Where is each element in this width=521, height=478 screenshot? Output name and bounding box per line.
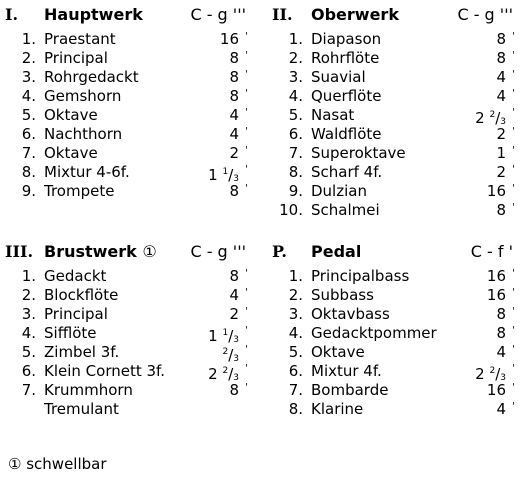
footage-whole: 8 xyxy=(229,267,239,285)
stop-row xyxy=(267,163,517,182)
foot-mark: ' xyxy=(245,107,248,118)
foot-mark: ' xyxy=(512,69,515,80)
stop-row xyxy=(267,182,517,201)
stop-list xyxy=(267,30,517,220)
stop-row xyxy=(0,286,250,305)
footnote-mark: ① xyxy=(142,242,157,261)
footage-whole: 4 xyxy=(496,68,506,86)
stop-name: Superoktave xyxy=(311,144,406,162)
stop-name: Praestant xyxy=(44,30,116,48)
fraction-numerator: 1 xyxy=(222,328,229,338)
fraction-numerator: 1 xyxy=(222,167,229,177)
stop-number: 9. xyxy=(288,182,303,200)
division-name-text: Oberwerk xyxy=(311,5,399,24)
footage-whole: 8 xyxy=(496,201,506,219)
stop-name: Waldflöte xyxy=(311,125,382,143)
stop-footage: 1 $^1$/3 xyxy=(208,327,239,345)
foot-mark: ' xyxy=(512,88,515,99)
footage-whole: 16 xyxy=(486,182,506,200)
division-name-text: Hauptwerk xyxy=(44,5,143,24)
stop-footage xyxy=(496,68,506,87)
foot-mark: ' xyxy=(512,382,515,393)
stop-footage xyxy=(496,49,506,68)
foot-mark: ' xyxy=(245,126,248,137)
footage-whole: 4 xyxy=(496,400,506,418)
division-header xyxy=(267,241,517,263)
footage-whole: 8 xyxy=(229,49,239,67)
stop-footage xyxy=(229,305,239,324)
fraction-numerator: 2 xyxy=(222,347,229,357)
stop-name: Nasat xyxy=(311,106,355,124)
stop-row xyxy=(0,324,250,343)
division-range: C - g ''' xyxy=(190,5,246,24)
fraction-denominator: 3 xyxy=(500,117,506,127)
stop-row xyxy=(0,400,250,419)
footage-whole: 2 xyxy=(208,365,218,383)
stop-name: Oktave xyxy=(311,343,365,361)
stop-footage xyxy=(487,286,506,305)
stop-footage xyxy=(496,87,506,106)
stop-row xyxy=(267,343,517,362)
footage-whole: 4 xyxy=(496,343,506,361)
division-header xyxy=(267,4,517,26)
stop-footage xyxy=(229,182,239,201)
foot-mark: ' xyxy=(512,306,515,317)
footage-whole: 1 xyxy=(208,327,218,345)
stop-row xyxy=(0,163,250,182)
stop-footage: 1 $^1$/3 xyxy=(208,166,239,184)
footnote xyxy=(8,455,107,474)
foot-mark: ' xyxy=(512,107,515,118)
stop-name: Diapason xyxy=(311,30,382,48)
foot-mark: ' xyxy=(245,183,248,194)
stop-number: 1. xyxy=(288,30,303,48)
stop-footage xyxy=(496,201,506,220)
stop-number: 10. xyxy=(279,201,303,219)
stop-list xyxy=(0,267,250,419)
stop-row xyxy=(0,182,250,201)
stop-number: 3. xyxy=(21,68,36,86)
stop-footage xyxy=(487,381,506,400)
division-name-text: Brustwerk xyxy=(44,242,137,261)
foot-mark: ' xyxy=(245,145,248,156)
stop-name: Tremulant xyxy=(44,400,119,418)
division-range: C - g ''' xyxy=(457,5,513,24)
stop-row xyxy=(0,362,250,381)
footage-whole: 4 xyxy=(229,125,239,143)
foot-mark: ' xyxy=(245,268,248,279)
fraction-denominator: 3 xyxy=(233,174,239,184)
division-numeral: III. xyxy=(5,242,34,261)
stop-row xyxy=(267,400,517,419)
stop-footage xyxy=(229,125,239,144)
stop-footage xyxy=(229,144,239,163)
division-header xyxy=(0,241,250,263)
stop-footage xyxy=(496,163,506,182)
stop-name: Blockflöte xyxy=(44,286,119,304)
division-hauptwerk xyxy=(0,4,250,201)
footage-whole: 2 xyxy=(496,163,506,181)
division-range: C - f ' xyxy=(470,242,513,261)
footage-whole: 8 xyxy=(496,324,506,342)
stop-footage: 2 $^2$/3 xyxy=(208,365,239,383)
footnote-mark: ① xyxy=(8,455,22,473)
stop-row xyxy=(0,68,250,87)
footage-whole: 4 xyxy=(496,87,506,105)
stop-row xyxy=(267,381,517,400)
fraction-numerator: 2 xyxy=(489,366,496,376)
foot-mark: ' xyxy=(512,344,515,355)
division-pedal xyxy=(267,241,517,419)
stop-name: Dulzian xyxy=(311,182,367,200)
stop-footage xyxy=(229,381,239,400)
division-numeral: II. xyxy=(272,5,293,24)
stop-name: Rohrflöte xyxy=(311,49,380,67)
stop-number: 5. xyxy=(288,343,303,361)
stop-number: 7. xyxy=(21,381,36,399)
stop-row xyxy=(267,286,517,305)
stop-row xyxy=(0,87,250,106)
footage-whole: 16 xyxy=(486,286,506,304)
footage-whole: 4 xyxy=(229,106,239,124)
footage-whole: 4 xyxy=(229,286,239,304)
footage-whole: 2 xyxy=(496,125,506,143)
stop-footage xyxy=(496,324,506,343)
division-range: C - g ''' xyxy=(190,242,246,261)
stop-footage xyxy=(229,49,239,68)
foot-mark: ' xyxy=(245,363,248,374)
stop-name: Trompete xyxy=(44,182,115,200)
stop-number: 9. xyxy=(21,182,36,200)
footage-whole: 8 xyxy=(229,182,239,200)
foot-mark: ' xyxy=(245,306,248,317)
stop-row xyxy=(267,30,517,49)
foot-mark: ' xyxy=(512,363,515,374)
foot-mark: ' xyxy=(245,50,248,61)
footage-whole: 2 xyxy=(229,305,239,323)
stop-row xyxy=(0,30,250,49)
division-numeral: P. xyxy=(272,242,287,261)
stop-name: Gemshorn xyxy=(44,87,122,105)
footage-whole: 2 xyxy=(475,109,485,127)
division-name xyxy=(44,4,143,26)
division-brustwerk xyxy=(0,241,250,419)
stop-footage xyxy=(229,68,239,87)
footage-whole: 2 xyxy=(475,365,485,383)
foot-mark: ' xyxy=(512,126,515,137)
stop-row xyxy=(0,381,250,400)
stop-footage xyxy=(496,305,506,324)
foot-mark: ' xyxy=(512,202,515,213)
foot-mark: ' xyxy=(245,164,248,175)
stop-footage xyxy=(496,144,506,163)
division-header xyxy=(0,4,250,26)
stop-row xyxy=(267,125,517,144)
stop-footage xyxy=(496,125,506,144)
stop-number: 3. xyxy=(21,305,36,323)
stop-name: Mixtur 4-6f. xyxy=(44,163,130,181)
foot-mark: ' xyxy=(512,164,515,175)
stop-footage xyxy=(496,400,506,419)
foot-mark: ' xyxy=(245,344,248,355)
fraction-denominator: 3 xyxy=(233,335,239,345)
stop-row xyxy=(267,106,517,125)
fraction-numerator: 2 xyxy=(489,110,496,120)
stop-list xyxy=(0,30,250,201)
stop-number: 7. xyxy=(288,144,303,162)
stop-row xyxy=(267,305,517,324)
stop-number: 5. xyxy=(21,106,36,124)
stop-row xyxy=(267,49,517,68)
stop-list xyxy=(267,267,517,419)
stop-name: Bombarde xyxy=(311,381,389,399)
footage-whole: 8 xyxy=(229,68,239,86)
stop-number: 4. xyxy=(288,87,303,105)
foot-mark: ' xyxy=(512,145,515,156)
footage-whole: 1 xyxy=(208,166,218,184)
fraction-denominator: 3 xyxy=(500,373,506,383)
division-name xyxy=(311,4,399,26)
stop-row xyxy=(0,106,250,125)
stop-footage xyxy=(229,286,239,305)
stop-row xyxy=(0,267,250,286)
stop-number: 2. xyxy=(288,49,303,67)
division-name xyxy=(311,241,361,263)
foot-mark: ' xyxy=(512,325,515,336)
stop-number: 4. xyxy=(21,324,36,342)
division-name xyxy=(44,241,157,263)
division-name-text: Pedal xyxy=(311,242,362,261)
stop-footage: 2 $^2$/3 xyxy=(475,109,506,127)
stop-footage xyxy=(229,267,239,286)
foot-mark: ' xyxy=(512,50,515,61)
stop-number: 1. xyxy=(288,267,303,285)
stop-row xyxy=(267,201,517,220)
stop-footage xyxy=(229,87,239,106)
stop-row xyxy=(267,68,517,87)
stop-name: Principal xyxy=(44,49,108,67)
stop-number: 6. xyxy=(288,125,303,143)
stop-number: 3. xyxy=(288,68,303,86)
stop-number: 8. xyxy=(21,163,36,181)
stop-number: 6. xyxy=(21,125,36,143)
stop-name: Krummhorn xyxy=(44,381,133,399)
fraction-denominator: 3 xyxy=(233,354,239,364)
stop-number: 8. xyxy=(288,163,303,181)
stop-name: Klein Cornett 3f. xyxy=(44,362,165,380)
stop-name: Nachthorn xyxy=(44,125,123,143)
stop-number: 2. xyxy=(288,286,303,304)
fraction-numerator: 2 xyxy=(222,366,229,376)
stop-name: Principalbass xyxy=(311,267,410,285)
stop-number: 2. xyxy=(21,49,36,67)
foot-mark: ' xyxy=(245,325,248,336)
footage-whole: 8 xyxy=(229,87,239,105)
stop-name: Gedacktpommer xyxy=(311,324,437,342)
stop-row xyxy=(267,267,517,286)
foot-mark: ' xyxy=(245,88,248,99)
stop-name: Zimbel 3f. xyxy=(44,343,120,361)
stop-number: 6. xyxy=(288,362,303,380)
footnote-text: schwellbar xyxy=(26,455,107,473)
stop-name: Oktavbass xyxy=(311,305,390,323)
stop-number: 6. xyxy=(21,362,36,380)
stop-name: Suavial xyxy=(311,68,366,86)
stop-footage xyxy=(487,267,506,286)
stop-number: 4. xyxy=(21,87,36,105)
stop-row xyxy=(267,144,517,163)
footage-whole: 16 xyxy=(486,381,506,399)
stop-footage xyxy=(229,106,239,125)
foot-mark: ' xyxy=(512,31,515,42)
stop-name: Mixtur 4f. xyxy=(311,362,382,380)
footage-whole: 8 xyxy=(229,381,239,399)
stop-name: Scharf 4f. xyxy=(311,163,383,181)
foot-mark: ' xyxy=(245,31,248,42)
stop-row xyxy=(267,87,517,106)
stop-number: 7. xyxy=(21,144,36,162)
fraction-denominator: 3 xyxy=(233,373,239,383)
stop-number: 2. xyxy=(21,286,36,304)
stop-name: Principal xyxy=(44,305,108,323)
foot-mark: ' xyxy=(512,268,515,279)
stop-footage: 2 $^2$/3 xyxy=(475,365,506,383)
footage-whole: 16 xyxy=(219,30,239,48)
foot-mark: ' xyxy=(512,287,515,298)
stop-number: 1. xyxy=(21,267,36,285)
stop-name: Oktave xyxy=(44,144,98,162)
footage-whole: 16 xyxy=(486,267,506,285)
stop-footage xyxy=(496,30,506,49)
stop-row xyxy=(267,362,517,381)
foot-mark: ' xyxy=(245,69,248,80)
footage-whole: 8 xyxy=(496,30,506,48)
stop-row xyxy=(0,343,250,362)
foot-mark: ' xyxy=(245,287,248,298)
stop-number: 8. xyxy=(288,400,303,418)
foot-mark: ' xyxy=(512,401,515,412)
stop-name: Rohrgedackt xyxy=(44,68,139,86)
division-oberwerk xyxy=(267,4,517,220)
stop-footage xyxy=(487,182,506,201)
stop-name: Querflöte xyxy=(311,87,382,105)
stop-footage xyxy=(496,343,506,362)
stop-number: 1. xyxy=(21,30,36,48)
stop-footage xyxy=(220,30,239,49)
footage-whole: 8 xyxy=(496,305,506,323)
stop-number: 5. xyxy=(288,106,303,124)
stop-name: Oktave xyxy=(44,106,98,124)
stop-number: 7. xyxy=(288,381,303,399)
stop-row xyxy=(0,49,250,68)
stop-name: Subbass xyxy=(311,286,374,304)
stop-name: Schalmei xyxy=(311,201,380,219)
stop-name: Gedackt xyxy=(44,267,107,285)
stop-row xyxy=(267,324,517,343)
stop-row xyxy=(0,305,250,324)
stop-number: 4. xyxy=(288,324,303,342)
foot-mark: ' xyxy=(512,183,515,194)
stop-name: Sifflöte xyxy=(44,324,97,342)
stop-name: Klarine xyxy=(311,400,364,418)
footage-whole: 2 xyxy=(229,144,239,162)
stop-row xyxy=(0,144,250,163)
stop-number: 3. xyxy=(288,305,303,323)
stop-footage: $^2$/3 xyxy=(222,346,239,364)
footage-whole: 8 xyxy=(496,49,506,67)
foot-mark: ' xyxy=(245,382,248,393)
division-numeral: I. xyxy=(5,5,19,24)
stop-row xyxy=(0,125,250,144)
footage-whole: 1 xyxy=(496,144,506,162)
stop-number: 5. xyxy=(21,343,36,361)
